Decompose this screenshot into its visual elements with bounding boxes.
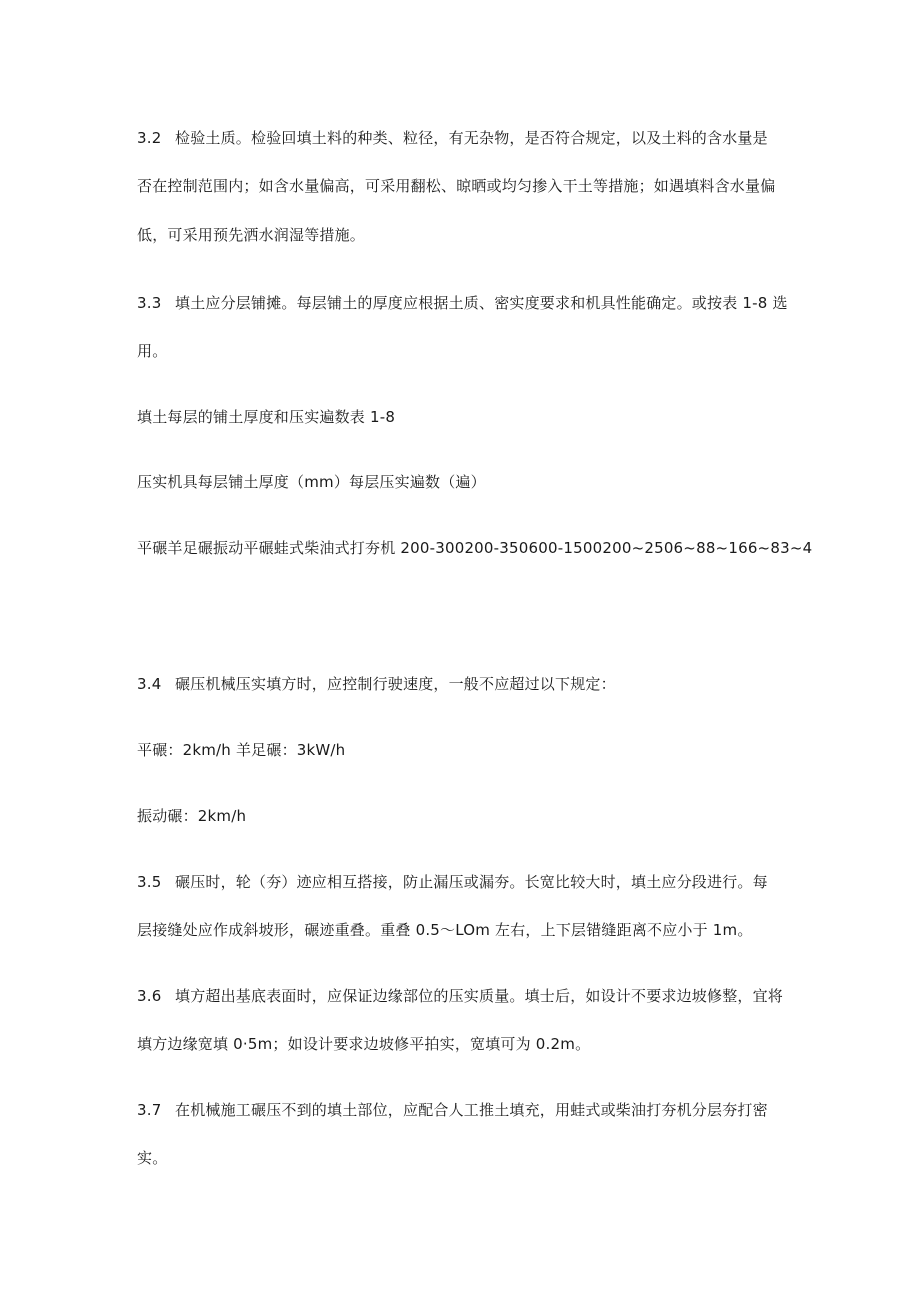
section-number: 3.5 bbox=[137, 873, 162, 891]
section-3-7-line-1 bbox=[137, 1100, 797, 1120]
section-3-3-line-2: 用。 bbox=[137, 342, 168, 360]
table-caption: 填土每层的铺土厚度和压实遍数表 1-8 bbox=[137, 408, 396, 426]
speed-limit-line-1: 平碾：2km∕h 羊足碾：3kW∕h bbox=[137, 741, 346, 759]
paragraph-text: 填方超出基底表面时，应保证边缘部位的压实质量。填士后，如设计不要求边坡修整，宜将 bbox=[175, 987, 784, 1005]
section-number: 3.3 bbox=[137, 294, 162, 312]
paragraph-text: 检验土质。检验回填土料的种类、粒径，有无杂物，是否符合规定，以及土料的含水量是 bbox=[175, 129, 768, 147]
paragraph-text: 碾压机械压实填方时，应控制行驶速度，一般不应超过以下规定： bbox=[175, 675, 616, 693]
section-3-5-line-1 bbox=[137, 872, 797, 892]
section-3-2-line-1 bbox=[137, 128, 797, 148]
section-3-2-line-3: 低，可采用预先洒水润湿等措施。 bbox=[137, 226, 366, 244]
section-number: 3.7 bbox=[137, 1101, 162, 1119]
section-3-2-line-2: 否在控制范围内；如含水量偏高，可采用翻松、晾晒或均匀掺入干土等措施；如遇填料含水量偏 bbox=[137, 177, 776, 195]
section-number: 3.4 bbox=[137, 675, 162, 693]
section-3-3-line-1 bbox=[137, 293, 797, 313]
paragraph-text: 碾压时，轮（夯）迹应相互搭接，防止漏压或漏夯。长宽比较大时，填土应分段进行。每 bbox=[175, 873, 768, 891]
speed-limit-line-2: 振动碾：2km∕h bbox=[137, 807, 247, 825]
table-header-row: 压实机具每层铺土厚度（mm）每层压实遍数（遍） bbox=[137, 473, 486, 491]
section-3-6-line-2: 填方边缘宽填 0·5m；如设计要求边坡修平拍实，宽填可为 0.2m。 bbox=[137, 1035, 591, 1053]
section-number: 3.6 bbox=[137, 987, 162, 1005]
section-3-4-line-1 bbox=[137, 674, 797, 694]
section-3-5-line-2: 层接缝处应作成斜坡形，碾迹重叠。重叠 0.5～LOm 左右，上下层错缝距离不应小于 1m。 bbox=[137, 921, 753, 939]
table-data-row: 平碾羊足碾振动平碾蛙式柴油式打夯机 200-300200-350600-1500200~2506~88~166~83~4 bbox=[137, 539, 813, 557]
section-3-6-line-1 bbox=[137, 986, 797, 1006]
section-3-7-line-2: 实。 bbox=[137, 1149, 168, 1167]
paragraph-text: 在机械施工碾压不到的填土部位，应配合人工推土填充，用蛙式或柴油打夯机分层夯打密 bbox=[175, 1101, 768, 1119]
paragraph-text: 填土应分层铺摊。每层铺土的厚度应根据土质、密实度要求和机具性能确定。或按表 1-8 选 bbox=[175, 294, 788, 312]
section-number: 3.2 bbox=[137, 129, 162, 147]
